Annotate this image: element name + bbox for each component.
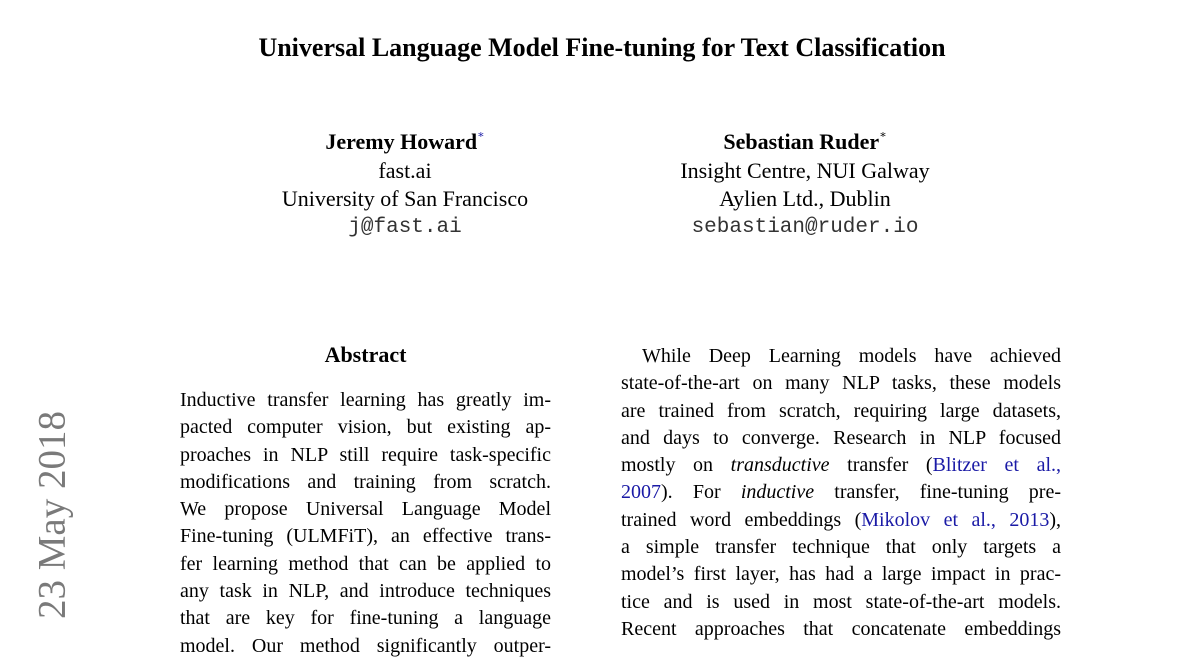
footnote-mark[interactable]: ∗ [477, 129, 485, 141]
author-block-howard [250, 121, 560, 242]
author-block-ruder [650, 121, 960, 242]
abstract-line: Inductive transfer learning has greatly im- [180, 389, 551, 411]
author-affiliation: Aylien Ltd., Dublin [719, 186, 891, 211]
author-email: sebastian@ruder.io [691, 215, 919, 239]
intro-line: model’s first layer, has had a large impact in prac- [621, 563, 1061, 586]
emphasis-text: transductive [730, 454, 830, 477]
abstract-line: modifications and training from scratch. [180, 470, 551, 493]
author-name: Sebastian Ruder∗ [723, 129, 887, 154]
intro-line: 2007). For inductive transfer, fine-tuning pre- [621, 481, 1061, 504]
intro-line: tice and is used in most state-of-the-art models. [621, 590, 1061, 613]
abstract-line: pacted computer vision, but existing ap- [180, 416, 551, 439]
intro-line: a simple transfer technique that only targets a [621, 536, 1061, 559]
citation-link-blitzer-year[interactable]: 2007 [621, 481, 661, 504]
abstract-line: Fine-tuning (ULMFiT), an effective trans- [180, 525, 551, 548]
author-affiliation: Insight Centre, NUI Galway [680, 157, 930, 183]
footnote-mark: ∗ [879, 129, 887, 141]
intro-line: are trained from scratch, requiring large datasets, [621, 399, 1061, 422]
author-email: j@fast.ai [348, 215, 462, 239]
abstract-heading: Abstract [324, 342, 407, 367]
intro-line: and days to converge. Research in NLP focused [621, 426, 1061, 449]
abstract-line: that are key for fine-tuning a language [180, 607, 551, 630]
citation-link-blitzer[interactable]: Blitzer et al., [932, 454, 1062, 477]
intro-line: mostly on transductive transfer (Blitzer et al., [621, 454, 1062, 477]
introduction-body [621, 343, 1061, 643]
abstract-line: model. Our method significantly outper- [180, 634, 551, 657]
author-affiliation: University of San Francisco [281, 186, 529, 211]
intro-line: While Deep Learning models have achieved [642, 345, 1061, 367]
author-affiliation: fast.ai [378, 157, 432, 183]
intro-line: trained word embeddings (Mikolov et al., 2013), [621, 508, 1061, 531]
emphasis-text: inductive [740, 481, 815, 504]
intro-line: state-of-the-art on many NLP tasks, these models [621, 372, 1061, 395]
abstract-body [180, 387, 551, 660]
abstract-line: any task in NLP, and introduce techniques [180, 580, 551, 603]
citation-link-mikolov[interactable]: Mikolov et al., 2013 [861, 508, 1050, 531]
arxiv-date-stamp [20, 400, 84, 630]
paper-title: Universal Language Model Fine-tuning for Text Classification [258, 33, 946, 62]
author-name: Jeremy Howard∗ [325, 129, 485, 154]
abstract-line: proaches in NLP still require task-specific [180, 443, 551, 466]
abstract-line: fer learning method that can be applied to [180, 552, 551, 575]
intro-line: Recent approaches that concatenate embeddings [621, 617, 1061, 640]
arxiv-date-text: 23 May 2018 [30, 411, 74, 619]
abstract-line: We propose Universal Language Model [180, 498, 551, 521]
